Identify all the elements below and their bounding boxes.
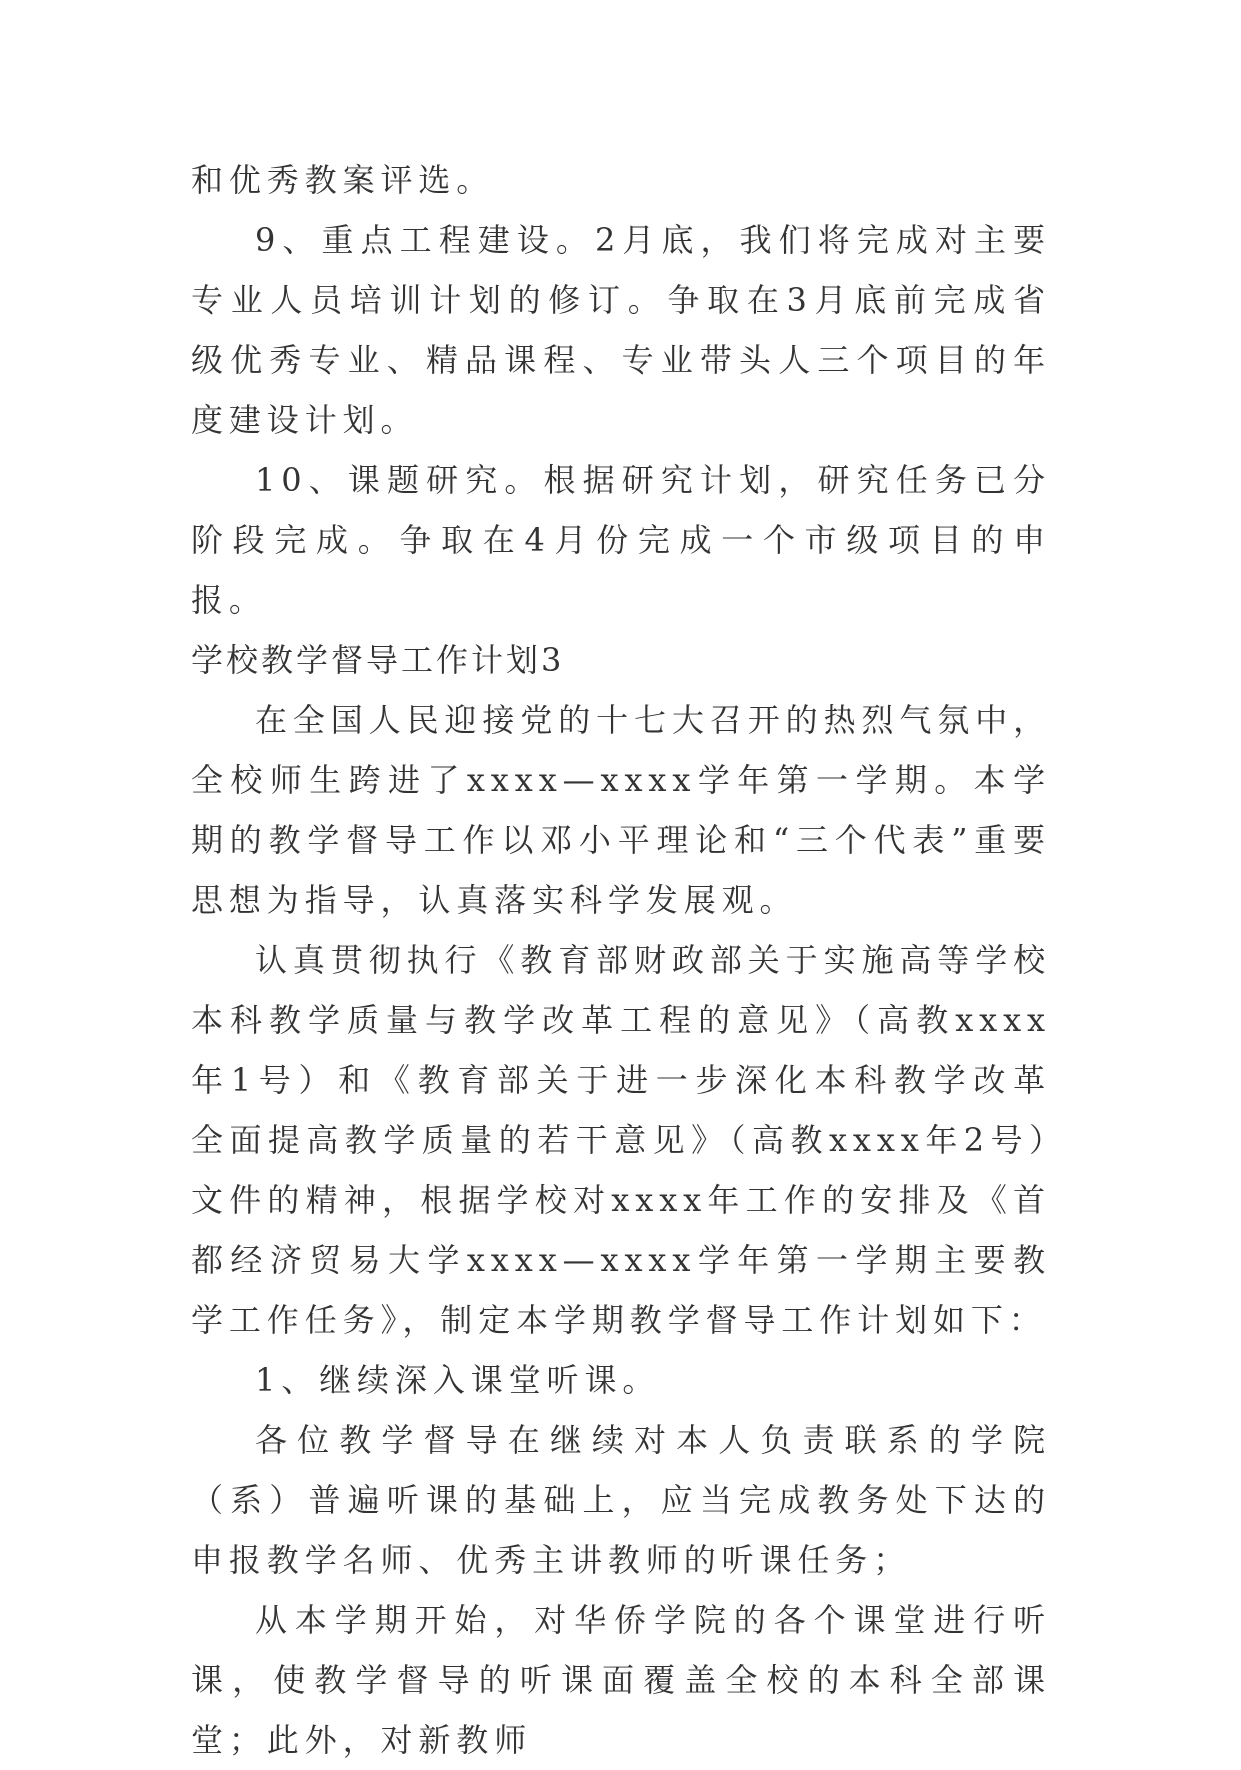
paragraph-lecture-coverage: 从本学期开始，对华侨学院的各个课堂进行听课，使教学督导的听课面覆盖全校的本科全部课堂；此外，对新教师 bbox=[191, 1601, 1051, 1759]
document-body bbox=[191, 150, 1051, 1770]
paragraph-lecture-duty: 各位教学督导在继续对本人负责联系的学院（系）普遍听课的基础上，应当完成教务处下达的申报教学名师、优秀主讲教师的听课任务； bbox=[191, 1421, 1051, 1579]
paragraph-policy: 认真贯彻执行《教育部财政部关于实施高等学校本科教学质量与教学改革工程的意见》（高教xxxx年1号）和《教育部关于进一步深化本科教学改革全面提高教学质量的若干意见》（高教xxxx年2号）文件的精神，根据学校对xxxx年工作的安排及《首都经济贸易大学xxxx—xxxx学年第一学期主要教学工作任务》，制定本学期教学督导工作计划如下： bbox=[191, 941, 1051, 1339]
paragraph-intro: 在全国人民迎接党的十七大召开的热烈气氛中，全校师生跨进了xxxx—xxxx学年第一学期。本学期的教学督导工作以邓小平理论和“三个代表”重要思想为指导，认真落实科学发展观。 bbox=[191, 701, 1051, 919]
paragraph-continuation: 和优秀教案评选。 bbox=[191, 161, 495, 199]
section-heading: 学校教学督导工作计划3 bbox=[191, 641, 565, 679]
paragraph-item-9: 9、重点工程建设。2月底，我们将完成对主要专业人员培训计划的修订。争取在3月底前完成省级优秀专业、精品课程、专业带头人三个项目的年度建设计划。 bbox=[191, 221, 1051, 439]
paragraph-item-1: 1、继续深入课堂听课。 bbox=[255, 1361, 661, 1399]
paragraph-item-10: 10、课题研究。根据研究计划，研究任务已分阶段完成。争取在4月份完成一个市级项目的申报。 bbox=[191, 461, 1051, 619]
